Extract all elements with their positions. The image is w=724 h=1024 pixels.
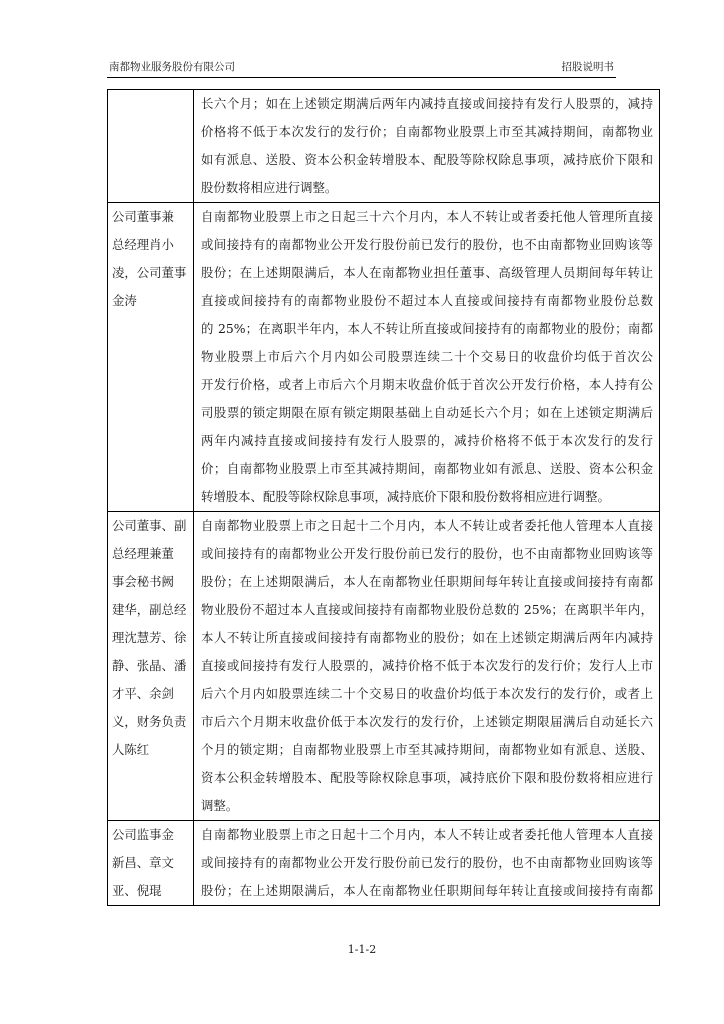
table-row [108, 90, 660, 203]
commitment-line: 股份；在上述期限满后，本人在南都物业任职期间每年转让直接或间接持有南都 [201, 574, 653, 589]
committer-line: 凌，公司董事 [112, 265, 187, 280]
committer-cell [108, 821, 194, 906]
lockup-commitment-table [107, 89, 660, 906]
committer-line: 总经理肖小 [112, 237, 174, 252]
committer-cell [108, 203, 194, 512]
commitment-line: 的 25%；在离职半年内，本人不转让所直接或间接持有的南都物业的股份；南都 [201, 321, 653, 336]
committer-line: 静、张晶、潘 [112, 658, 187, 673]
committer-line: 事会秘书阙 [112, 574, 174, 589]
commitment-line: 长六个月；如在上述锁定期满后两年内减持直接或间接持有发行人股票的，减持 [201, 96, 653, 111]
commitment-line: 调整。 [201, 798, 239, 813]
page-header [107, 59, 616, 78]
committer-line: 建华，副总经 [112, 602, 187, 617]
commitment-line: 两年内减持直接或间接持有发行人股票的，减持价格将不低于本次发行的发行 [201, 433, 653, 448]
committer-line: 金涛 [112, 293, 137, 308]
committer-line: 才平、余剑 [112, 686, 174, 701]
committer-line: 公司监事金 [112, 827, 174, 842]
commitment-line: 自南都物业股票上市之日起三十六个月内，本人不转让或者委托他人管理所直接 [201, 209, 653, 224]
committer-line: 义，财务负责 [112, 714, 187, 729]
commitment-line: 转增股本、配股等除权除息事项，减持底价下限和股份数将相应进行调整。 [201, 489, 610, 504]
commitment-line: 价格将不低于本次发行的发行价；自南都物业股票上市至其减持期间，南都物业 [201, 124, 653, 139]
commitment-line: 价；自南都物业股票上市至其减持期间，南都物业如有派息、送股、资本公积金 [201, 461, 653, 476]
commitment-line: 市后六个月期末收盘价低于本次发行的发行价，上述锁定期限届满后自动延长六 [201, 714, 653, 729]
committer-line: 新昌、章文 [112, 855, 174, 870]
commitment-cell [194, 90, 660, 203]
table-body [108, 90, 660, 906]
commitment-line: 物业股票上市后六个月内如公司股票连续二十个交易日的收盘价均低于首次公 [201, 349, 653, 364]
committer-line: 亚、倪琨 [112, 883, 162, 898]
commitment-line: 股份；在上述期限满后，本人在南都物业任职期间每年转让直接或间接持有南都 [201, 883, 653, 898]
table-row [108, 203, 660, 512]
committer-line: 总经理兼董 [112, 546, 174, 561]
committer-cell [108, 90, 194, 203]
commitment-cell [194, 821, 660, 906]
committer-line: 公司董事兼 [112, 209, 174, 224]
commitment-line: 自南都物业股票上市之日起十二个月内，本人不转让或者委托他人管理本人直接 [201, 518, 653, 533]
commitment-line: 司股票的锁定期限在原有锁定期限基础上自动延长六个月；如在上述锁定期满后 [201, 405, 653, 420]
commitment-line: 直接或间接持有发行人股票的，减持价格不低于本次发行的发行价；发行人上市 [201, 658, 653, 673]
commitment-line: 股份；在上述期限满后，本人在南都物业担任董事、高级管理人员期间每年转让 [201, 265, 653, 280]
committer-line: 理沈慧芳、徐 [112, 630, 187, 645]
commitment-line: 或间接持有的南都物业公开发行股份前已发行的股份，也不由南都物业回购该等 [201, 546, 653, 561]
commitment-line: 物业股份不超过本人直接或间接持有南都物业股份总数的 25%；在离职半年内， [201, 602, 653, 617]
commitment-line: 本人不转让所直接或间接持有南都物业的股份；如在上述锁定期满后两年内减持 [201, 630, 653, 645]
commitment-line: 或间接持有的南都物业公开发行股份前已发行的股份，也不由南都物业回购该等 [201, 237, 653, 252]
commitment-line: 如有派息、送股、资本公积金转增股本、配股等除权除息事项，减持底价下限和 [201, 152, 653, 167]
committer-cell [108, 512, 194, 821]
table-row [108, 512, 660, 821]
commitment-cell [194, 203, 660, 512]
commitment-line: 或间接持有的南都物业公开发行股份前已发行的股份，也不由南都物业回购该等 [201, 855, 653, 870]
commitment-cell [194, 512, 660, 821]
commitment-line: 资本公积金转增股本、配股等除权除息事项，减持底价下限和股份数将相应进行 [201, 770, 653, 785]
committer-line: 公司董事、副 [112, 518, 187, 533]
commitment-line: 自南都物业股票上市之日起十二个月内，本人不转让或者委托他人管理本人直接 [201, 827, 653, 842]
page-number: 1-1-2 [347, 943, 377, 956]
committer-line: 人陈红 [112, 742, 150, 757]
commitment-line: 后六个月内如股票连续二十个交易日的收盘价均低于本次发行的发行价，或者上 [201, 686, 653, 701]
commitment-line: 个月的锁定期；自南都物业股票上市至其减持期间，南都物业如有派息、送股、 [201, 742, 653, 757]
company-name: 南都物业服务股份有限公司 [109, 61, 235, 73]
table-row [108, 821, 660, 906]
commitment-line: 股份数将相应进行调整。 [201, 180, 338, 195]
commitment-line: 直接或间接持有的南都物业股份不超过本人直接或间接持有南都物业股份总数 [201, 293, 653, 308]
document-type: 招股说明书 [561, 61, 614, 73]
commitment-line: 开发行价格，或者上市后六个月期末收盘价低于首次公开发行价格，本人持有公 [201, 377, 653, 392]
